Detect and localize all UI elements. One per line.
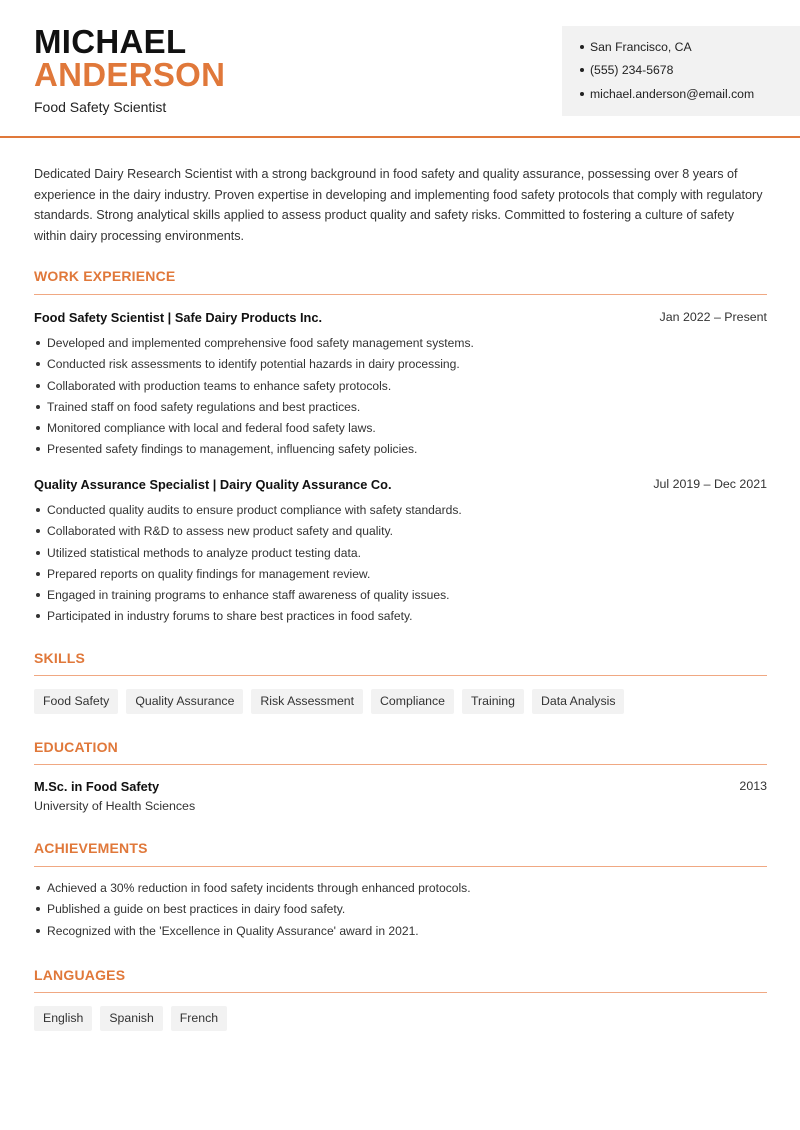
first-name: MICHAEL bbox=[34, 23, 187, 60]
skill-chip: Training bbox=[462, 689, 524, 714]
languages-list bbox=[34, 1006, 227, 1031]
job-bullets bbox=[34, 501, 767, 629]
language-chip: French bbox=[171, 1006, 227, 1031]
section-divider bbox=[34, 675, 767, 676]
section-divider bbox=[34, 764, 767, 765]
contact-location: San Francisco, CA bbox=[580, 38, 800, 61]
list-item: Achieved a 30% reduction in food safety incidents through enhanced protocols. bbox=[34, 879, 767, 900]
list-item: Conducted quality audits to ensure product compliance with safety standards. bbox=[34, 501, 767, 522]
education-year: 2013 bbox=[739, 779, 767, 793]
skill-chip: Quality Assurance bbox=[126, 689, 243, 714]
skill-chip: Risk Assessment bbox=[251, 689, 363, 714]
education-school: University of Health Sciences bbox=[34, 799, 196, 813]
list-item: Monitored compliance with local and federal food safety laws. bbox=[34, 419, 767, 440]
resume-header bbox=[0, 0, 800, 138]
skills-list bbox=[34, 689, 624, 714]
education-degree: M.Sc. in Food Safety bbox=[34, 779, 160, 794]
job-dates: Jul 2019 – Dec 2021 bbox=[653, 477, 767, 491]
list-item: Collaborated with R&D to assess new product safety and quality. bbox=[34, 522, 767, 543]
list-item: Presented safety findings to management, influencing safety policies. bbox=[34, 440, 767, 461]
section-divider bbox=[34, 294, 767, 295]
list-item: Developed and implemented comprehensive food safety management systems. bbox=[34, 334, 767, 355]
last-name: ANDERSON bbox=[34, 56, 226, 93]
job-dates: Jan 2022 – Present bbox=[659, 310, 767, 324]
skill-chip: Food Safety bbox=[34, 689, 118, 714]
list-item: Recognized with the 'Excellence in Quality Assurance' award in 2021. bbox=[34, 922, 767, 943]
skill-chip: Compliance bbox=[371, 689, 454, 714]
list-item: Published a guide on best practices in dairy food safety. bbox=[34, 900, 767, 921]
job-heading: Food Safety Scientist | Safe Dairy Products Inc. bbox=[34, 310, 323, 325]
section-divider bbox=[34, 992, 767, 993]
list-item: Utilized statistical methods to analyze product testing data. bbox=[34, 544, 767, 565]
section-title-education: EDUCATION bbox=[34, 739, 118, 755]
professional-summary: Dedicated Dairy Research Scientist with a strong background in food safety and quality assurance, possessing over 8 years of experience in the dairy industry. Proven expertise in developing and implementing food safety protocols that comply with regulatory standards. Strong analytical skills applied to assess product quality and safety risks. Committed to fostering a culture of safety within dairy processing environments. bbox=[34, 167, 763, 243]
list-item: Collaborated with production teams to enhance safety protocols. bbox=[34, 377, 767, 398]
list-item: Prepared reports on quality findings for management review. bbox=[34, 565, 767, 586]
job-bullets bbox=[34, 334, 767, 462]
language-chip: Spanish bbox=[100, 1006, 162, 1031]
section-title-skills: SKILLS bbox=[34, 650, 85, 666]
list-item: Participated in industry forums to share best practices in food safety. bbox=[34, 607, 767, 628]
achievements-list bbox=[34, 879, 767, 943]
contact-box bbox=[562, 26, 800, 116]
job-title: Food Safety Scientist bbox=[34, 99, 167, 115]
language-chip: English bbox=[34, 1006, 92, 1031]
list-item: Engaged in training programs to enhance staff awareness of quality issues. bbox=[34, 586, 767, 607]
contact-phone: (555) 234-5678 bbox=[580, 61, 800, 84]
job-heading: Quality Assurance Specialist | Dairy Quality Assurance Co. bbox=[34, 477, 392, 492]
list-item: Trained staff on food safety regulations and best practices. bbox=[34, 398, 767, 419]
contact-email[interactable]: michael.anderson@email.com bbox=[580, 85, 800, 108]
skill-chip: Data Analysis bbox=[532, 689, 625, 714]
section-divider bbox=[34, 866, 767, 867]
list-item: Conducted risk assessments to identify potential hazards in dairy processing. bbox=[34, 355, 767, 376]
section-title-languages: LANGUAGES bbox=[34, 967, 126, 983]
section-title-work: WORK EXPERIENCE bbox=[34, 268, 176, 284]
section-title-achievements: ACHIEVEMENTS bbox=[34, 840, 148, 856]
